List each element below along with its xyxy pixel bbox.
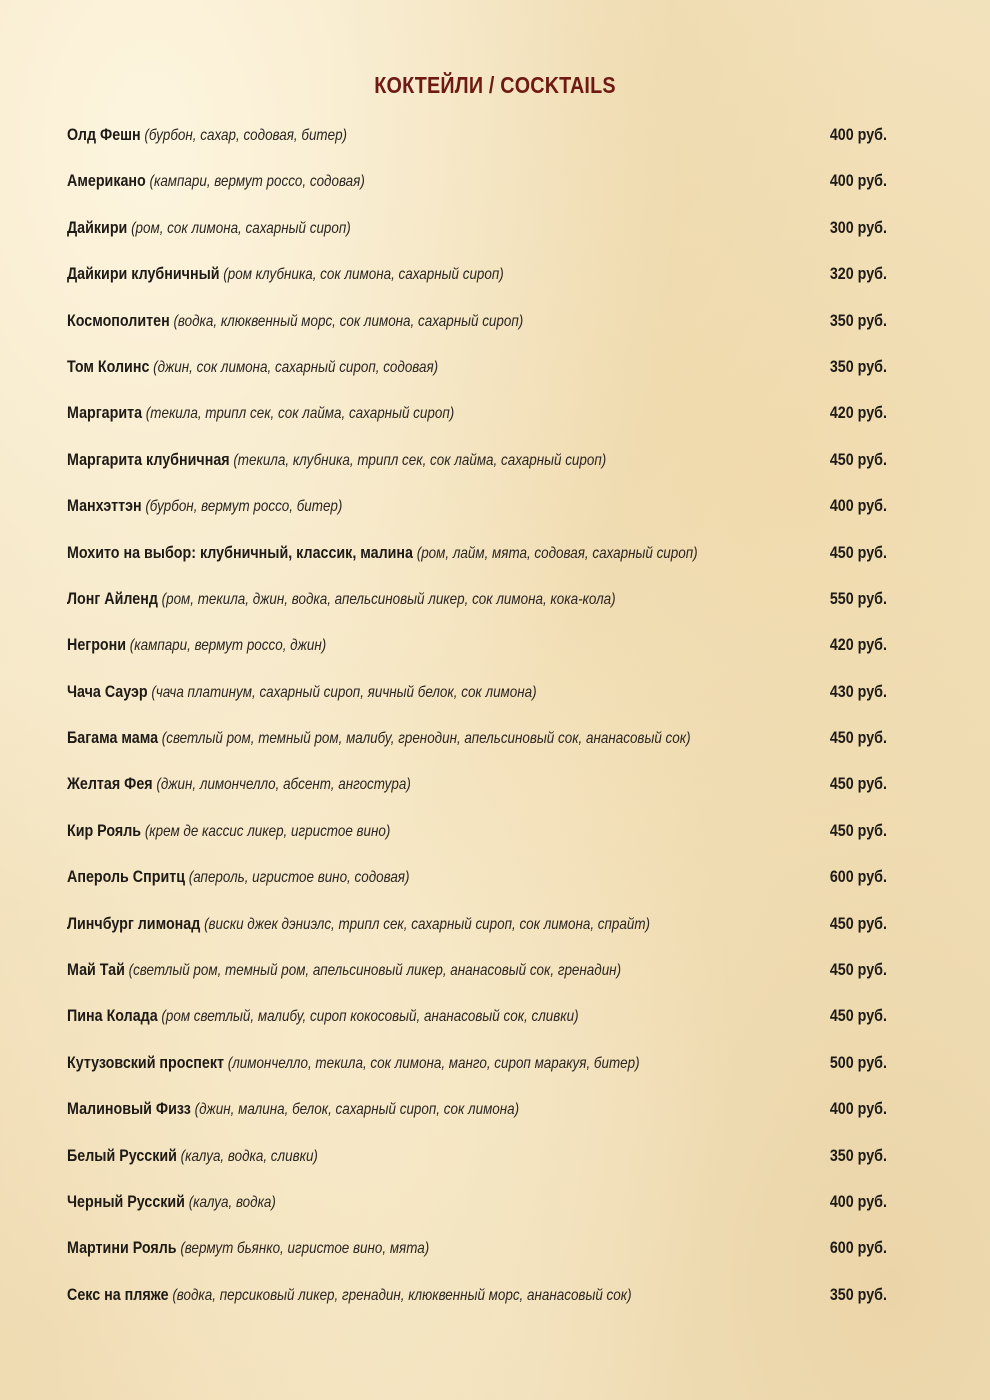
cocktail-price: 430 руб. (829, 681, 887, 701)
menu-item (67, 957, 887, 1003)
cocktail-name: Дайкири (67, 217, 128, 237)
menu-item-text (67, 725, 691, 752)
cocktail-price: 350 руб. (829, 356, 887, 376)
menu-item-text (67, 354, 438, 381)
cocktail-name: Мартини Рояль (67, 1238, 177, 1258)
cocktail-name: Кир Рояль (67, 820, 142, 840)
menu-item (67, 122, 887, 168)
cocktail-price: 400 руб. (829, 496, 887, 516)
cocktail-name: Апероль Спритц (67, 867, 186, 887)
menu-item-text (67, 308, 523, 335)
cocktail-name: Малиновый Физз (67, 1099, 191, 1119)
cocktail-ingredients: (чача платинум, сахарный сироп, яичный белок, сок лимона) (151, 683, 537, 701)
cocktail-name: Желтая Фея (67, 774, 153, 794)
menu-item-text (67, 1189, 276, 1216)
menu-item-text (67, 771, 411, 798)
cocktail-price: 400 руб. (829, 125, 887, 144)
cocktail-list (67, 122, 887, 1328)
cocktail-ingredients: (джин, малина, белок, сахарный сироп, сок лимона) (194, 1101, 520, 1119)
menu-item-text (67, 261, 504, 288)
cocktail-ingredients: (ром, лайм, мята, содовая, сахарный сироп) (416, 544, 698, 562)
cocktail-name: Том Колинс (67, 356, 150, 376)
menu-item-text (67, 586, 616, 613)
cocktail-price: 300 руб. (829, 217, 887, 237)
menu-item (67, 725, 887, 771)
cocktail-name: Секс на пляже (67, 1284, 169, 1304)
cocktail-price: 450 руб. (829, 449, 887, 469)
cocktail-ingredients: (водка, клюквенный морс, сок лимона, сахарный сироп) (173, 312, 524, 330)
cocktail-ingredients: (крем де кассис ликер, игристое вино) (144, 822, 391, 840)
cocktail-price: 320 руб. (829, 264, 887, 284)
cocktail-name: Пина Колада (67, 1006, 158, 1026)
cocktail-name: Космополитен (67, 310, 170, 330)
menu-item-text (67, 1143, 318, 1170)
menu-item-text (67, 168, 365, 195)
menu-item-text (67, 493, 342, 520)
cocktail-ingredients: (бурбон, вермут россо, битер) (145, 498, 343, 516)
cocktail-price: 600 руб. (829, 1238, 887, 1258)
menu-item-text (67, 957, 621, 984)
cocktail-name: Черный Русский (67, 1191, 185, 1211)
menu-item-text (67, 679, 537, 706)
menu-item (67, 771, 887, 817)
cocktail-name: Манхэттэн (67, 496, 142, 516)
cocktail-ingredients: (кампари, вермут россо, джин) (129, 637, 327, 655)
cocktail-ingredients: (светлый ром, темный ром, апельсиновый ликер, ананасовый сок, гренадин) (128, 962, 622, 980)
cocktail-ingredients: (ром, текила, джин, водка, апельсиновый ликер, сок лимона, кока-кола) (161, 590, 616, 608)
menu-item-text (67, 122, 347, 149)
cocktail-ingredients: (калуа, водка, сливки) (180, 1147, 318, 1165)
cocktail-name: Кутузовский проспект (67, 1052, 224, 1072)
cocktail-ingredients: (текила, трипл сек, сок лайма, сахарный сироп) (145, 405, 455, 423)
cocktail-price: 400 руб. (829, 1099, 887, 1119)
cocktail-price: 450 руб. (829, 728, 887, 748)
cocktail-price: 450 руб. (829, 960, 887, 980)
cocktail-ingredients: (бурбон, сахар, содовая, битер) (144, 127, 348, 144)
menu-item (67, 540, 887, 586)
menu-item (67, 1235, 887, 1281)
menu-item (67, 1096, 887, 1142)
menu-item-text (67, 818, 390, 845)
cocktail-price: 350 руб. (829, 1284, 887, 1304)
menu-item (67, 447, 887, 493)
menu-item (67, 261, 887, 307)
cocktail-ingredients: (ром клубника, сок лимона, сахарный сироп) (223, 266, 504, 284)
menu-item (67, 493, 887, 539)
menu-item-text (67, 864, 409, 891)
menu-item-text (67, 447, 606, 474)
cocktail-ingredients: (светлый ром, темный ром, малибу, гренодин, апельсиновый сок, ананасовый сок) (161, 730, 691, 748)
menu-item (67, 632, 887, 678)
cocktail-ingredients: (апероль, игристое вино, содовая) (188, 869, 410, 887)
cocktail-name: Белый Русский (67, 1145, 177, 1165)
menu-item (67, 1003, 887, 1049)
cocktail-name: Маргарита клубничная (67, 449, 230, 469)
cocktail-price: 450 руб. (829, 774, 887, 794)
menu-item-text (67, 1096, 519, 1123)
menu-item (67, 354, 887, 400)
cocktail-price: 420 руб. (829, 403, 887, 423)
cocktail-name: Олд Фешн (67, 125, 141, 144)
menu-item (67, 1282, 887, 1328)
cocktail-ingredients: (джин, сок лимона, сахарный сироп, содовая) (153, 358, 439, 376)
cocktail-ingredients: (ром, сок лимона, сахарный сироп) (131, 219, 351, 237)
cocktail-price: 450 руб. (829, 542, 887, 562)
cocktail-ingredients: (джин, лимончелло, абсент, ангостура) (156, 776, 411, 794)
cocktail-price: 400 руб. (829, 171, 887, 191)
cocktail-ingredients: (лимончелло, текила, сок лимона, манго, сироп маракуя, битер) (227, 1054, 640, 1072)
menu-item (67, 1189, 887, 1235)
cocktail-ingredients: (ром светлый, малибу, сироп кокосовый, ананасовый сок, сливки) (161, 1008, 579, 1026)
cocktail-name: Лонг Айленд (67, 588, 158, 608)
menu-item (67, 864, 887, 910)
menu-item (67, 400, 887, 446)
cocktail-price: 420 руб. (829, 635, 887, 655)
menu-item (67, 308, 887, 354)
cocktail-name: Негрони (67, 635, 127, 655)
menu-item (67, 215, 887, 261)
cocktail-ingredients: (калуа, водка) (188, 1193, 276, 1211)
cocktail-price: 450 руб. (829, 1006, 887, 1026)
menu-item-text (67, 540, 698, 567)
menu-item-text (67, 1235, 429, 1262)
cocktail-ingredients: (текила, клубника, трипл сек, сок лайма, сахарный сироп) (233, 451, 607, 469)
cocktail-name: Май Тай (67, 960, 125, 980)
menu-item-text (67, 1050, 640, 1077)
menu-item-text (67, 215, 351, 242)
menu-item (67, 911, 887, 957)
menu-item-text (67, 400, 454, 427)
menu-item-text (67, 632, 326, 659)
cocktail-name: Дайкири клубничный (67, 264, 220, 284)
menu-item (67, 586, 887, 632)
cocktail-ingredients: (водка, персиковый ликер, гренадин, клюквенный морс, ананасовый сок) (172, 1286, 632, 1304)
cocktail-price: 550 руб. (829, 588, 887, 608)
cocktail-price: 450 руб. (829, 913, 887, 933)
menu-item (67, 818, 887, 864)
cocktail-price: 400 руб. (829, 1191, 887, 1211)
cocktail-price: 350 руб. (829, 1145, 887, 1165)
menu-item-text (67, 1003, 579, 1030)
menu-item (67, 1143, 887, 1189)
menu-item (67, 168, 887, 214)
page-title: КОКТЕЙЛИ / COCKTAILS (374, 72, 616, 98)
cocktail-price: 350 руб. (829, 310, 887, 330)
cocktail-price: 500 руб. (829, 1052, 887, 1072)
cocktail-ingredients: (вермут бьянко, игристое вино, мята) (180, 1240, 430, 1258)
menu-item-text (67, 1282, 632, 1309)
cocktail-name: Маргарита (67, 403, 143, 423)
cocktail-name: Мохито на выбор: клубничный, классик, малина (67, 542, 413, 562)
cocktail-price: 450 руб. (829, 820, 887, 840)
cocktail-name: Багама мама (67, 728, 159, 748)
cocktail-name: Американо (67, 171, 146, 191)
menu-item (67, 1050, 887, 1096)
menu-item-text (67, 911, 650, 938)
cocktail-ingredients: (виски джек дэниэлс, трипл сек, сахарный сироп, сок лимона, спрайт) (204, 915, 651, 933)
cocktail-ingredients: (кампари, вермут россо, содовая) (149, 173, 365, 191)
cocktail-price: 600 руб. (829, 867, 887, 887)
cocktail-name: Чача Сауэр (67, 681, 148, 701)
cocktail-name: Линчбург лимонад (67, 913, 201, 933)
menu-item (67, 679, 887, 725)
